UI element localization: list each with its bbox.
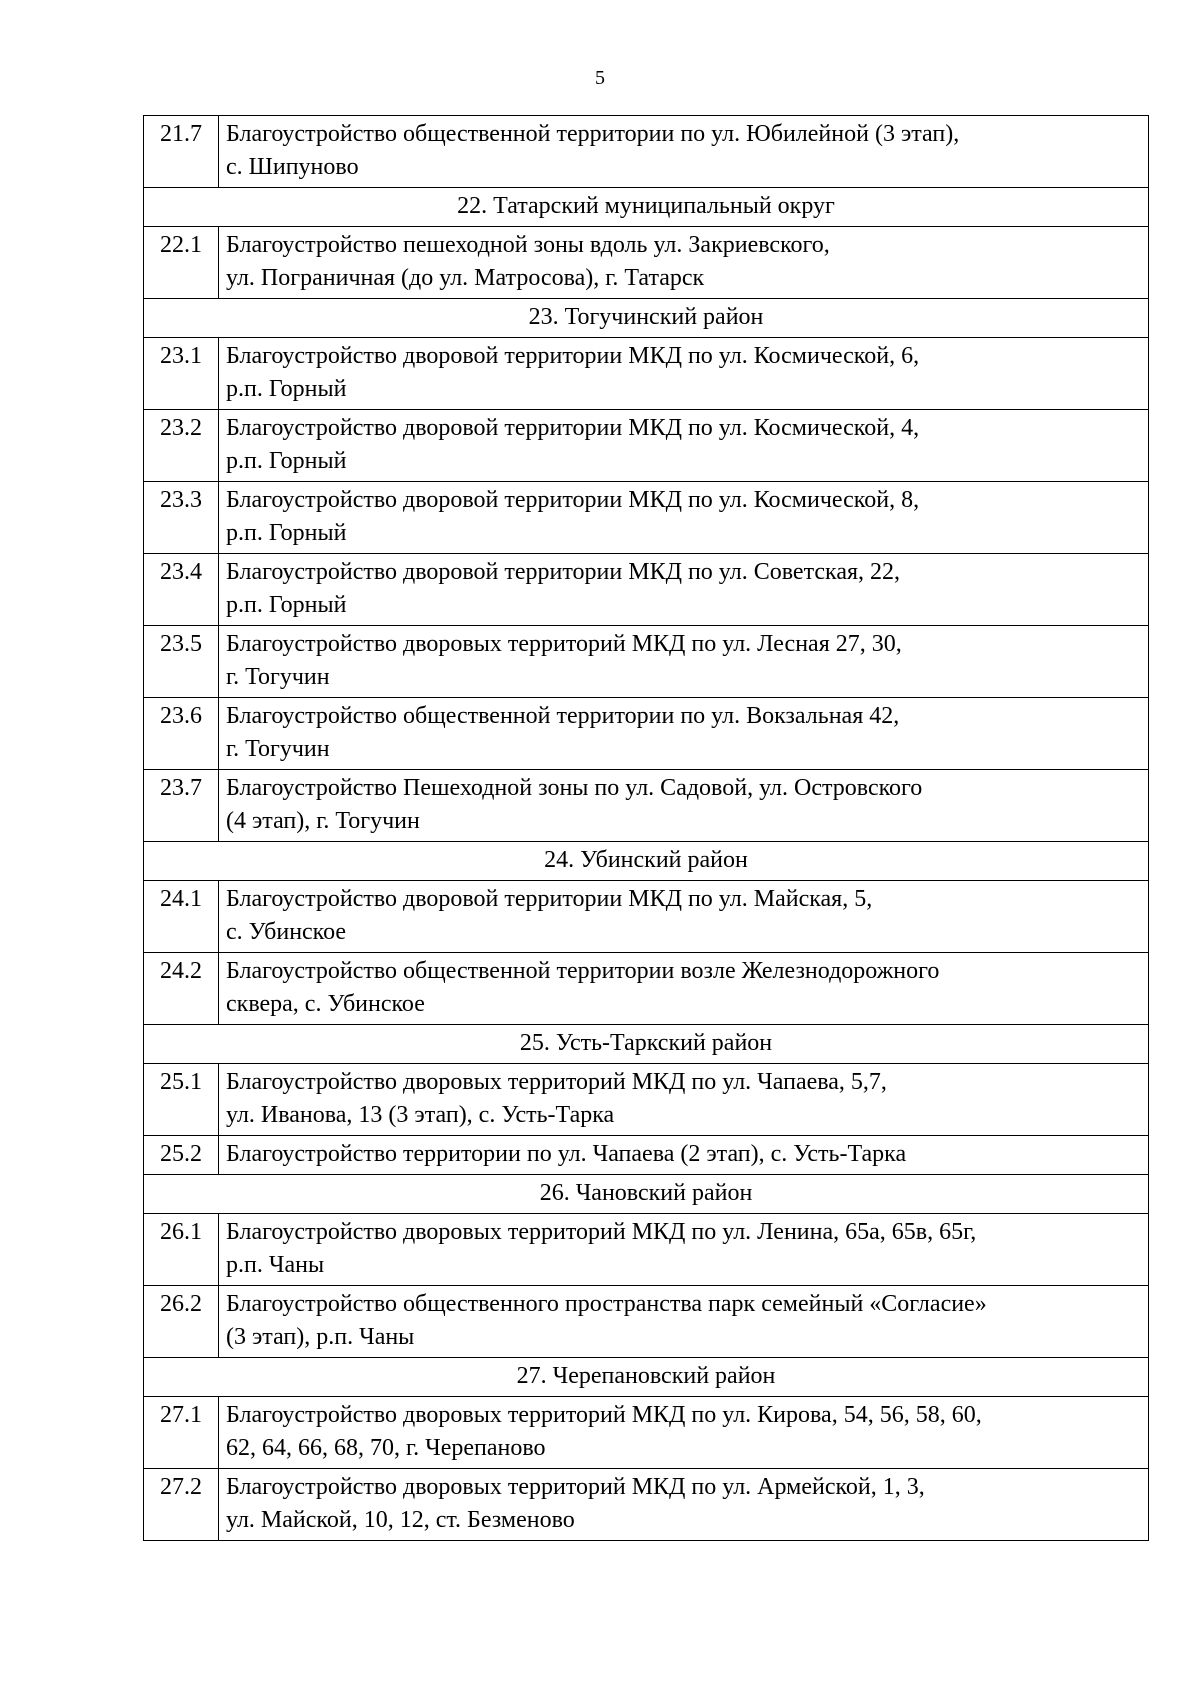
description-line-2: ул. Иванова, 13 (3 этап), с. Усть-Тарка [226, 1102, 615, 1128]
description-line-1: Благоустройство дворовой территории МКД по ул. Космической, 6, [226, 343, 920, 369]
description-line-1: Благоустройство общественной территории по ул. Вокзальная 42, [226, 703, 900, 729]
description-line-2: р.п. Горный [226, 376, 347, 402]
description-line-2: ул. Майской, 10, 12, ст. Безменово [226, 1507, 575, 1533]
description-line-2: ул. Пограничная (до ул. Матросова), г. Татарск [226, 265, 705, 291]
item-number: 25.2 [144, 1136, 219, 1175]
description-line-2: г. Тогучин [226, 736, 330, 762]
item-description [219, 953, 1149, 1025]
description-line-2: сквера, с. Убинское [226, 991, 425, 1017]
description-line-1: Благоустройство дворовых территорий МКД по ул. Кирова, 54, 56, 58, 60, [226, 1402, 982, 1428]
item-description [219, 227, 1149, 299]
description-line-2: (3 этап), р.п. Чаны [226, 1324, 415, 1350]
table-row [144, 698, 1149, 770]
description-line-2: р.п. Чаны [226, 1252, 325, 1278]
item-description [219, 1397, 1149, 1469]
item-description [219, 554, 1149, 626]
table-row [144, 338, 1149, 410]
description-line-1: Благоустройство дворовых территорий МКД по ул. Ленина, 65а, 65в, 65г, [226, 1219, 977, 1245]
description-line-1: Благоустройство дворовых территорий МКД по ул. Чапаева, 5,7, [226, 1069, 887, 1095]
table-row [144, 1136, 1149, 1175]
item-description [219, 1064, 1149, 1136]
table-row [144, 770, 1149, 842]
table-row [144, 1286, 1149, 1358]
item-number: 23.7 [144, 770, 219, 842]
description-line-2: с. Убинское [226, 919, 347, 945]
item-description [219, 1136, 1149, 1175]
projects-table [143, 115, 1149, 1541]
description-line-1: Благоустройство общественной территории по ул. Юбилейной (3 этап), [226, 121, 960, 147]
description-line-1: Благоустройство дворовых территорий МКД по ул. Армейской, 1, 3, [226, 1474, 925, 1500]
item-description [219, 410, 1149, 482]
item-number: 24.2 [144, 953, 219, 1025]
description-line-1: Благоустройство Пешеходной зоны по ул. Садовой, ул. Островского [226, 775, 923, 801]
section-title: 27. Черепановский район [144, 1358, 1149, 1397]
table-row [144, 410, 1149, 482]
table-row [144, 953, 1149, 1025]
section-title: 23. Тогучинский район [144, 299, 1149, 338]
item-number: 22.1 [144, 227, 219, 299]
description-line-2: 62, 64, 66, 68, 70, г. Черепаново [226, 1435, 546, 1461]
description-line-1: Благоустройство дворовой территории МКД по ул. Советская, 22, [226, 559, 901, 585]
description-line-1: Благоустройство общественного пространства парк семейный «Согласие» [226, 1291, 987, 1317]
item-description [219, 1469, 1149, 1541]
description-line-2: г. Тогучин [226, 664, 330, 690]
description-line-2: р.п. Горный [226, 520, 347, 546]
section-title: 24. Убинский район [144, 842, 1149, 881]
table-row [144, 881, 1149, 953]
section-header-row [144, 1358, 1149, 1397]
table-row [144, 1064, 1149, 1136]
table-row [144, 1397, 1149, 1469]
description-line-2: р.п. Горный [226, 448, 347, 474]
section-header-row [144, 842, 1149, 881]
table-row [144, 626, 1149, 698]
item-number: 26.2 [144, 1286, 219, 1358]
table-row [144, 116, 1149, 188]
description-line-2: (4 этап), г. Тогучин [226, 808, 420, 834]
item-number: 23.2 [144, 410, 219, 482]
item-description [219, 1286, 1149, 1358]
item-description [219, 116, 1149, 188]
section-header-row [144, 188, 1149, 227]
item-number: 23.4 [144, 554, 219, 626]
item-number: 23.6 [144, 698, 219, 770]
item-description [219, 626, 1149, 698]
section-title: 25. Усть-Таркский район [144, 1025, 1149, 1064]
item-number: 23.1 [144, 338, 219, 410]
item-number: 26.1 [144, 1214, 219, 1286]
item-description [219, 881, 1149, 953]
section-header-row [144, 299, 1149, 338]
page-number: 5 [595, 67, 605, 89]
description-line-1: Благоустройство дворовой территории МКД по ул. Майская, 5, [226, 886, 873, 912]
section-title: 22. Татарский муниципальный округ [144, 188, 1149, 227]
item-number: 27.1 [144, 1397, 219, 1469]
table-row [144, 554, 1149, 626]
item-number: 23.5 [144, 626, 219, 698]
projects-table-body [144, 116, 1149, 1541]
section-header-row [144, 1025, 1149, 1064]
table-row [144, 482, 1149, 554]
item-description [219, 338, 1149, 410]
description-line-1: Благоустройство дворовой территории МКД по ул. Космической, 8, [226, 487, 920, 513]
description-line-1: Благоустройство общественной территории возле Железнодорожного [226, 958, 940, 984]
section-title: 26. Чановский район [144, 1175, 1149, 1214]
item-number: 23.3 [144, 482, 219, 554]
item-number: 27.2 [144, 1469, 219, 1541]
description-line-1: Благоустройство пешеходной зоны вдоль ул. Закриевского, [226, 232, 830, 258]
description-line-2: р.п. Горный [226, 592, 347, 618]
table-row [144, 1469, 1149, 1541]
item-description [219, 1214, 1149, 1286]
item-number: 24.1 [144, 881, 219, 953]
item-number: 25.1 [144, 1064, 219, 1136]
item-description [219, 698, 1149, 770]
table-row [144, 1214, 1149, 1286]
description-line-2: с. Шипуново [226, 154, 359, 180]
description-line-1: Благоустройство дворовых территорий МКД по ул. Лесная 27, 30, [226, 631, 902, 657]
table-row [144, 227, 1149, 299]
item-description [219, 770, 1149, 842]
description-line-1: Благоустройство дворовой территории МКД по ул. Космической, 4, [226, 415, 920, 441]
section-header-row [144, 1175, 1149, 1214]
description-line-1: Благоустройство территории по ул. Чапаева (2 этап), с. Усть-Тарка [226, 1141, 907, 1167]
item-number: 21.7 [144, 116, 219, 188]
item-description [219, 482, 1149, 554]
